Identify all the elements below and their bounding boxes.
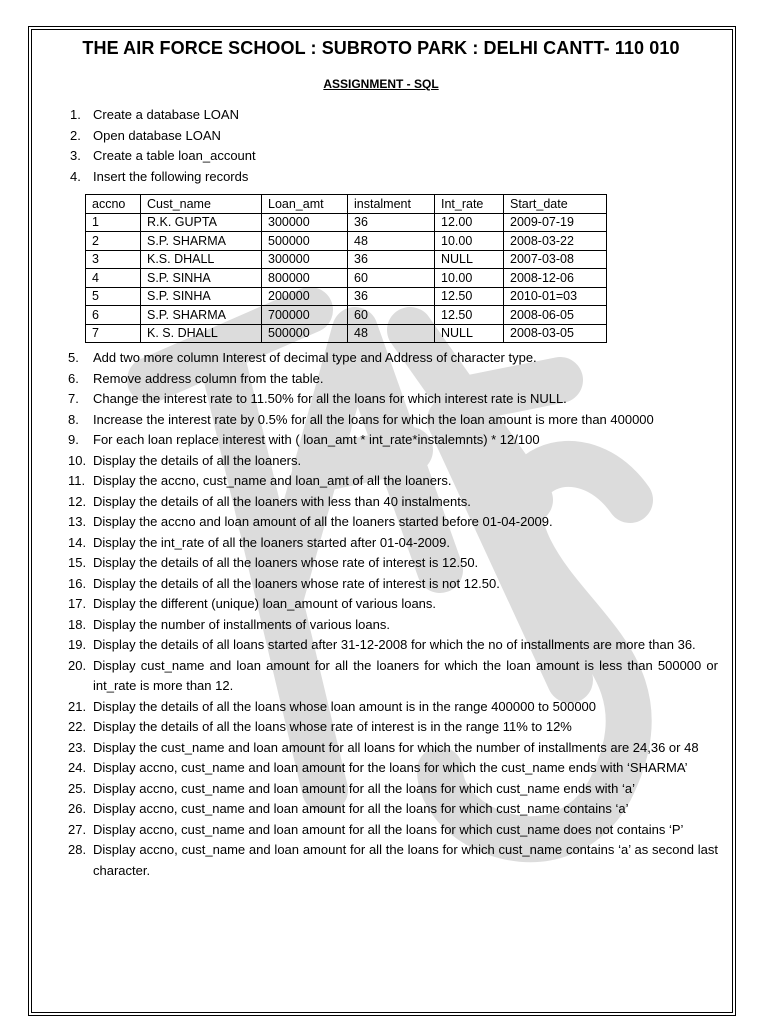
table-cell: 36: [348, 250, 435, 269]
list-item: [36, 656, 726, 697]
task-text: Display the details of all loans started after 31-12-2008 for which the no of installments are more than 36.: [93, 637, 696, 652]
list-item: 3. Create a table loan_account: [70, 148, 256, 163]
table-cell: 48: [348, 232, 435, 251]
list-number: 17.: [68, 596, 87, 611]
list-number: 8.: [68, 411, 79, 427]
table-cell: K.S. DHALL: [141, 250, 262, 269]
table-row: [86, 250, 607, 269]
table-cell: 2008-12-06: [504, 269, 607, 288]
table-cell: 2: [86, 232, 141, 251]
list-item: [36, 738, 726, 759]
list-number: 20.: [68, 657, 87, 673]
list-item: [36, 717, 726, 738]
table-row: [86, 232, 607, 251]
column-header: Loan_amt: [262, 195, 348, 214]
task-text: Display accno, cust_name and loan amount for all the loans for which cust_name does not contains ‘P’: [93, 821, 684, 837]
table-cell: 500000: [262, 324, 348, 343]
column-header: Cust_name: [141, 195, 262, 214]
list-number: 25.: [68, 780, 87, 796]
table-cell: 6: [86, 306, 141, 325]
task-text: Display accno, cust_name and loan amount for all the loans for which cust_name contains ‘a’ as second last character.: [93, 842, 718, 878]
task-text: Change the interest rate to 11.50% for all the loans for which interest rate is NULL.: [93, 391, 567, 406]
column-header: instalment: [348, 195, 435, 214]
table-row: [86, 287, 607, 306]
column-header: Int_rate: [435, 195, 504, 214]
table-cell: 3: [86, 250, 141, 269]
task-text: Increase the interest rate by 0.5% for all the loans for which the loan amount is more than 400000: [93, 411, 654, 427]
task-text: Display the details of all the loaners whose rate of interest is not 12.50.: [93, 575, 500, 591]
task-text: Display the details of all the loaners.: [93, 452, 302, 468]
task-text: Display the different (unique) loan_amount of various loans.: [93, 596, 437, 611]
assignment-title: ASSIGNMENT - SQL: [323, 77, 439, 91]
list-item: [36, 430, 726, 451]
list-number: 24.: [68, 760, 87, 775]
table-cell: 12.50: [435, 287, 504, 306]
task-text: Display the details of all the loaners whose rate of interest is 12.50.: [93, 555, 479, 570]
table-row: [86, 324, 607, 343]
task-text: Display the accno, cust_name and loan_amt of all the loaners.: [93, 473, 452, 488]
list-number: 26.: [68, 801, 87, 816]
task-text: Display the int_rate of all the loaners started after 01-04-2009.: [93, 534, 450, 550]
task-text: Display the details of all the loans whose rate of interest is in the range 11% to 12%: [93, 719, 572, 734]
list-item: [36, 615, 726, 636]
query-tasks-list: [36, 348, 726, 881]
table-cell: 2010-01=03: [504, 287, 607, 306]
table-cell: 36: [348, 287, 435, 306]
list-item: [36, 574, 726, 595]
table-cell: 700000: [262, 306, 348, 325]
list-item: [36, 369, 726, 390]
list-item: [36, 594, 726, 615]
list-item: [36, 635, 726, 656]
list-item: [36, 410, 726, 431]
list-number: 13.: [68, 514, 87, 529]
task-text: Display the details of all the loaners with less than 40 instalments.: [93, 493, 471, 509]
table-cell: S.P. SINHA: [141, 287, 262, 306]
table-cell: R.K. GUPTA: [141, 213, 262, 232]
list-number: 21.: [68, 698, 87, 714]
list-item: [36, 799, 726, 820]
list-number: 10.: [68, 452, 87, 468]
list-number: 27.: [68, 821, 87, 837]
school-title: THE AIR FORCE SCHOOL : SUBROTO PARK : DELHI CANTT- 110 010: [82, 38, 680, 58]
list-number: 11.: [68, 473, 86, 488]
table-cell: 5: [86, 287, 141, 306]
table-cell: 12.50: [435, 306, 504, 325]
loan-records-table: [85, 194, 607, 343]
table-cell: 500000: [262, 232, 348, 251]
task-text: Display the details of all the loans whose loan amount is in the range 400000 to 500000: [93, 698, 597, 714]
list-number: 22.: [68, 719, 87, 734]
list-item: [36, 533, 726, 554]
task-text: Display the cust_name and loan amount for all loans for which the number of installments are 24,36 or 48: [93, 739, 699, 755]
table-cell: 1: [86, 213, 141, 232]
list-number: 16.: [68, 575, 87, 591]
table-header-row: [86, 195, 607, 214]
list-item: 1. Create a database LOAN: [70, 107, 239, 122]
task-text: Remove address column from the table.: [93, 370, 324, 386]
table-cell: 2007-03-08: [504, 250, 607, 269]
task-text: Display accno, cust_name and loan amount for all the loans for which cust_name contains ‘a’: [93, 801, 629, 816]
list-number: 15.: [68, 555, 87, 570]
table-cell: 10.00: [435, 232, 504, 251]
list-item: [36, 779, 726, 800]
table-cell: 60: [348, 269, 435, 288]
list-number: 7.: [68, 391, 79, 406]
table-cell: 2008-03-05: [504, 324, 607, 343]
list-number: 5.: [68, 350, 79, 365]
table-cell: 48: [348, 324, 435, 343]
table-row: [86, 306, 607, 325]
list-number: 23.: [68, 739, 87, 755]
list-number: 12.: [68, 493, 87, 509]
table-cell: 4: [86, 269, 141, 288]
table-cell: 200000: [262, 287, 348, 306]
list-item: [36, 471, 726, 492]
list-item: [36, 451, 726, 472]
list-item: [36, 758, 726, 779]
list-item: [36, 697, 726, 718]
list-number: 19.: [68, 637, 87, 652]
list-item: 4. Insert the following records: [70, 168, 249, 184]
table-cell: 2008-03-22: [504, 232, 607, 251]
table-cell: S.P. SHARMA: [141, 306, 262, 325]
table-cell: NULL: [435, 324, 504, 343]
task-text: Add two more column Interest of decimal type and Address of character type.: [93, 350, 537, 365]
table-row: [86, 269, 607, 288]
list-item: [36, 820, 726, 841]
list-item: [36, 389, 726, 410]
list-number: 14.: [68, 534, 87, 550]
table-cell: 300000: [262, 250, 348, 269]
task-text: Display accno, cust_name and loan amount for all the loans for which cust_name ends with ‘a’: [93, 780, 635, 796]
table-cell: 36: [348, 213, 435, 232]
list-number: 18.: [68, 616, 87, 632]
table-cell: 2009-07-19: [504, 213, 607, 232]
table-cell: 60: [348, 306, 435, 325]
table-cell: K. S. DHALL: [141, 324, 262, 343]
column-header: Start_date: [504, 195, 607, 214]
table-cell: S.P. SHARMA: [141, 232, 262, 251]
column-header: accno: [86, 195, 141, 214]
table-cell: 800000: [262, 269, 348, 288]
list-item: 2. Open database LOAN: [70, 127, 221, 143]
setup-steps-list: [36, 105, 726, 187]
task-text: Display accno, cust_name and loan amount for the loans for which the cust_name ends with ‘SHARMA’: [93, 760, 688, 775]
list-item: [36, 840, 726, 881]
table-cell: 2008-06-05: [504, 306, 607, 325]
list-number: 9.: [68, 432, 79, 447]
table-cell: 12.00: [435, 213, 504, 232]
table-cell: S.P. SINHA: [141, 269, 262, 288]
list-item: [36, 348, 726, 369]
table-cell: 10.00: [435, 269, 504, 288]
table-row: [86, 213, 607, 232]
task-text: Display cust_name and loan amount for all the loaners for which the loan amount is less than 500000 or int_rate is more than 12.: [93, 657, 718, 693]
table-cell: NULL: [435, 250, 504, 269]
table-cell: 7: [86, 324, 141, 343]
list-number: 6.: [68, 370, 79, 386]
list-number: 28.: [68, 842, 87, 857]
task-text: For each loan replace interest with ( loan_amt * int_rate*instalemnts) * 12/100: [93, 432, 540, 447]
task-text: Display the number of installments of various loans.: [93, 616, 390, 632]
document-body: [36, 34, 726, 881]
task-text: Display the accno and loan amount of all the loaners started before 01-04-2009.: [93, 514, 553, 529]
list-item: [36, 492, 726, 513]
list-item: [36, 553, 726, 574]
list-item: [36, 512, 726, 533]
table-cell: 300000: [262, 213, 348, 232]
